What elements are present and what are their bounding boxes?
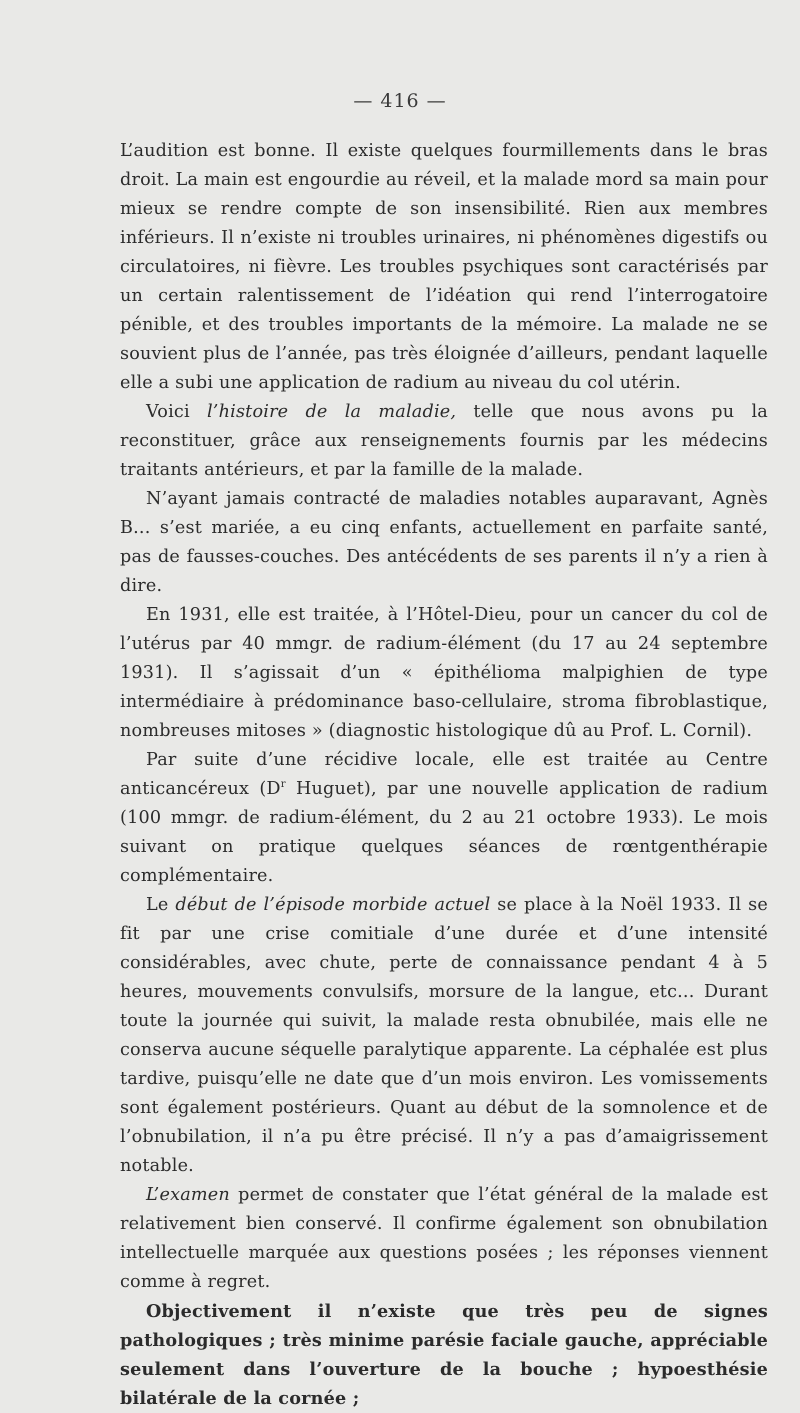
paragraph — [120, 1297, 768, 1413]
paragraph-text: En 1931, elle est traitée, à l’Hôtel-Dieu, pour un cancer du col de l’utérus par 40 mmgr. de radium-élément (du 17 au 24 septembre 1931). Il s’agissait d’un « épithélioma malpighien de type intermédiaire à prédominance baso-cellulaire, stroma fibroblastique, nombreuses mitoses » (diagnostic histologique dû au Prof. L. Cornil). — [120, 605, 768, 741]
paragraph-text: Par suite d’une récidive locale, elle est traitée au Centre anticancéreux (D — [120, 750, 768, 799]
paragraph-text: Le — [146, 895, 176, 915]
paragraph — [120, 137, 768, 398]
paragraph — [120, 1181, 768, 1297]
paragraph-text: Huguet), par une nouvelle application de radium (100 mmgr. de radium-élément, du 2 au 21 octobre 1933). Le mois suivant on pratique quelques séances de rœntgenthérapie complémentaire. — [120, 779, 769, 886]
paragraph-text: L’audition est bonne. Il existe quelques fourmillements dans le bras droit. La main est engourdie au réveil, et la malade mord sa main pour mieux se rendre compte de son insensibilité. Rien aux membres inférieurs. Il n’existe ni troubles urinaires, ni phénomènes digestifs ou circulatoires, ni fièvre. Les troubles psychiques sont caractérisés par un certain ralentissement de l’idéation qui rend l’interrogatoire pénible, et des troubles importants de la mémoire. La malade ne se souvient plus de l’année, pas très éloignée d’ailleurs, pendant laquelle elle a subi une application de radium au niveau du col utérin. — [120, 141, 768, 393]
paragraph-text: se place à la Noël 1933. Il se fit par une crise comitiale d’une durée et d’une intensité considérables, avec chute, perte de connaissance pendant 4 à 5 heures, mouvements convulsifs, morsure de la langue, etc... Durant toute la journée qui suivit, la malade resta obnubilée, mais elle ne conserva aucune séquelle paralytique apparente. La céphalée est plus tardive, puisqu’elle ne date que d’un mois environ. Les vomissements sont également postérieurs. Quant au début de la somnolence et de l’obnubilation, il n’a pu être précisé. Il n’y a pas d’amaigrissement notable. — [120, 895, 768, 1176]
paragraph — [120, 601, 768, 746]
paragraph-text: Objectivement il n’existe que très peu de signes pathologiques ; très minime parésie faciale gauche, appréciable seulement dans l’ouverture de la bouche ; hypoesthésie bilatérale de la cornée ; — [120, 1301, 768, 1409]
italic-text: L’examen — [146, 1185, 230, 1205]
italic-text: début de l’épisode morbide actuel — [175, 895, 491, 915]
paragraph — [120, 891, 768, 1181]
page-number: — 416 — — [353, 90, 447, 112]
paragraph-text: telle que nous avons pu la reconstituer, grâce aux renseignements fournis par les médecins traitants antérieurs, et par la famille de la malade. — [120, 402, 768, 480]
body-text — [120, 137, 768, 1413]
paragraph — [120, 485, 768, 601]
paragraph — [120, 398, 768, 485]
paragraph-text: permet de constater que l’état général de la malade est relativement bien conservé. Il confirme également son obnubilation intellectuelle marquée aux questions posées ; les réponses viennent comme à regret. — [120, 1185, 768, 1292]
paragraph-text: Voici — [146, 402, 207, 422]
paragraph — [120, 746, 768, 891]
superscript-text: r — [280, 779, 286, 791]
paragraph-text: N’ayant jamais contracté de maladies notables auparavant, Agnès B... s’est mariée, a eu cinq enfants, actuellement en parfaite santé, pas de fausses-couches. Des antécédents de ses parents il n’y a rien à dire. — [120, 489, 768, 596]
italic-text: l’histoire de la maladie, — [206, 402, 457, 422]
